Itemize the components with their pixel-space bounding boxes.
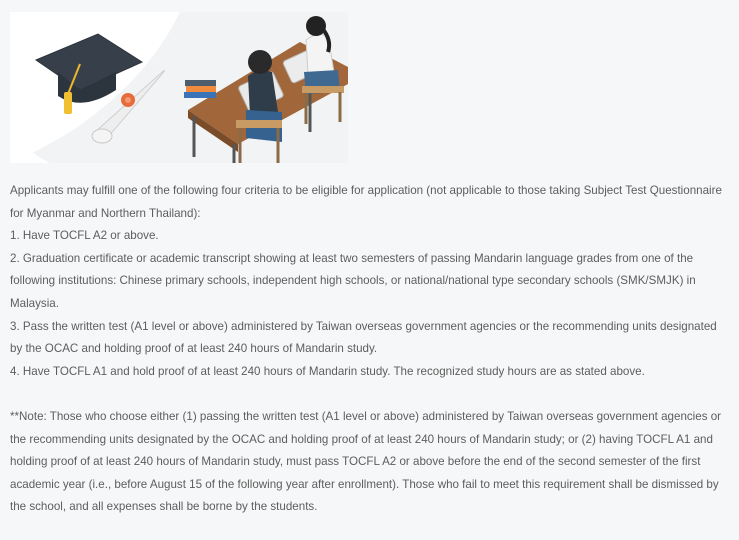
paragraph-spacer [10, 383, 730, 406]
criteria-intro: Applicants may fulfill one of the following four criteria to be eligible for application (not applicable to those taking Subject Test Questionnaire for Myanmar and Northern Thailand): [10, 184, 722, 220]
book-stack-icon [184, 80, 216, 98]
criteria-item-1: 1. Have TOCFL A2 or above. [10, 229, 159, 243]
header-illustration [10, 12, 348, 163]
criteria-item-4: 4. Have TOCFL A1 and hold proof of at least 240 hours of Mandarin study. The recognized study hours are as stated above. [10, 364, 645, 378]
criteria-item-2: 2. Graduation certificate or academic transcript showing at least two semesters of passing Mandarin language grades from one of the following institutions: Chinese primary schools, independent high schools, or national/national type secondary schools (SMK/SMJK) in Malaysia. [10, 251, 696, 310]
eligibility-note: **Note: Those who choose either (1) passing the written test (A1 level or above) administered by Taiwan overseas government agencies or the recommending units designated by the OCAC and holding proof of at least 240 hours of Mandarin study; or (2) having TOCFL A1 and holding proof of at least 240 hours of Mandarin study, must pass TOCFL A2 or above before the end of the second semester of the first academic year (i.e., before August 15 of the following year after enrollment). Those who fail to meet this requirement shall be dismissed by the school, and all expenses shall be borne by the students. [10, 409, 722, 514]
education-illustration [10, 12, 348, 163]
criteria-item-3: 3. Pass the written test (A1 level or above) administered by Taiwan overseas government agencies or the recommending units designated by the OCAC and holding proof of at least 240 hours of Mandarin study. [10, 319, 717, 356]
eligibility-content [10, 180, 730, 519]
